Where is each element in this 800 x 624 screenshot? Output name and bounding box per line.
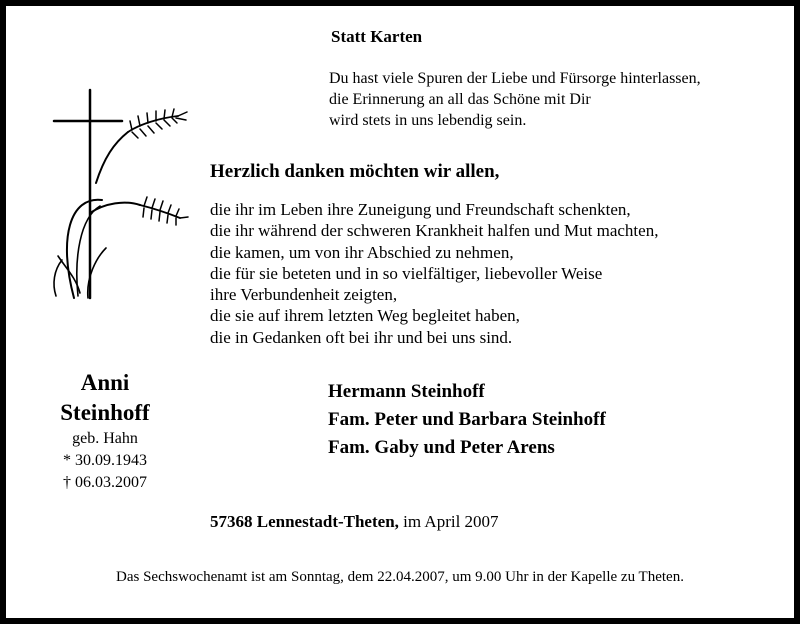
- thanks-list: [210, 199, 658, 348]
- place-date: [210, 512, 499, 532]
- thanks-line: die sie auf ihrem letzten Weg begleitet haben,: [210, 306, 520, 326]
- thanks-line: ihre Verbundenheit zeigten,: [210, 285, 398, 305]
- place-date-text: im April 2007: [398, 512, 499, 531]
- family-list: [328, 378, 606, 462]
- birth-name: geb. Hahn: [72, 430, 138, 447]
- place-location: 57368 Lennestadt-Theten,: [210, 512, 399, 531]
- cross-with-wheat-icon: [40, 88, 190, 300]
- family-line: Hermann Steinhoff: [328, 381, 485, 402]
- thanks-title: Herzlich danken möchten wir allen,: [210, 161, 500, 182]
- family-line: Fam. Peter und Barbara Steinhoff: [328, 409, 606, 430]
- obituary-card: [6, 6, 794, 618]
- deceased-last-name: Steinhoff: [60, 400, 150, 425]
- family-line: Fam. Gaby und Peter Arens: [328, 437, 555, 458]
- poem: [329, 68, 701, 131]
- poem-line: die Erinnerung an all das Schöne mit Dir: [329, 91, 591, 108]
- footer-note: Das Sechswochenamt ist am Sonntag, dem 22.04.2007, um 9.00 Uhr in der Kapelle zu Theten.: [116, 569, 684, 585]
- deceased-first-name: Anni: [80, 370, 130, 395]
- death-date: † 06.03.2007: [63, 474, 147, 491]
- thanks-line: die kamen, um von ihr Abschied zu nehmen,: [210, 242, 514, 262]
- birth-date: * 30.09.1943: [63, 452, 147, 469]
- thanks-line: die ihr im Leben ihre Zuneigung und Freundschaft schenkten,: [210, 200, 631, 219]
- header-title: Statt Karten: [331, 27, 423, 46]
- poem-line: wird stets in uns lebendig sein.: [329, 112, 527, 129]
- thanks-line: die ihr während der schweren Krankheit halfen und Mut machten,: [210, 221, 659, 241]
- thanks-line: die in Gedanken oft bei ihr und bei uns sind.: [210, 327, 513, 347]
- poem-line: Du hast viele Spuren der Liebe und Fürsorge hinterlassen,: [329, 70, 701, 87]
- deceased-info: [30, 368, 180, 494]
- thanks-line: die für sie beteten und in so vielfältiger, liebevoller Weise: [210, 263, 603, 283]
